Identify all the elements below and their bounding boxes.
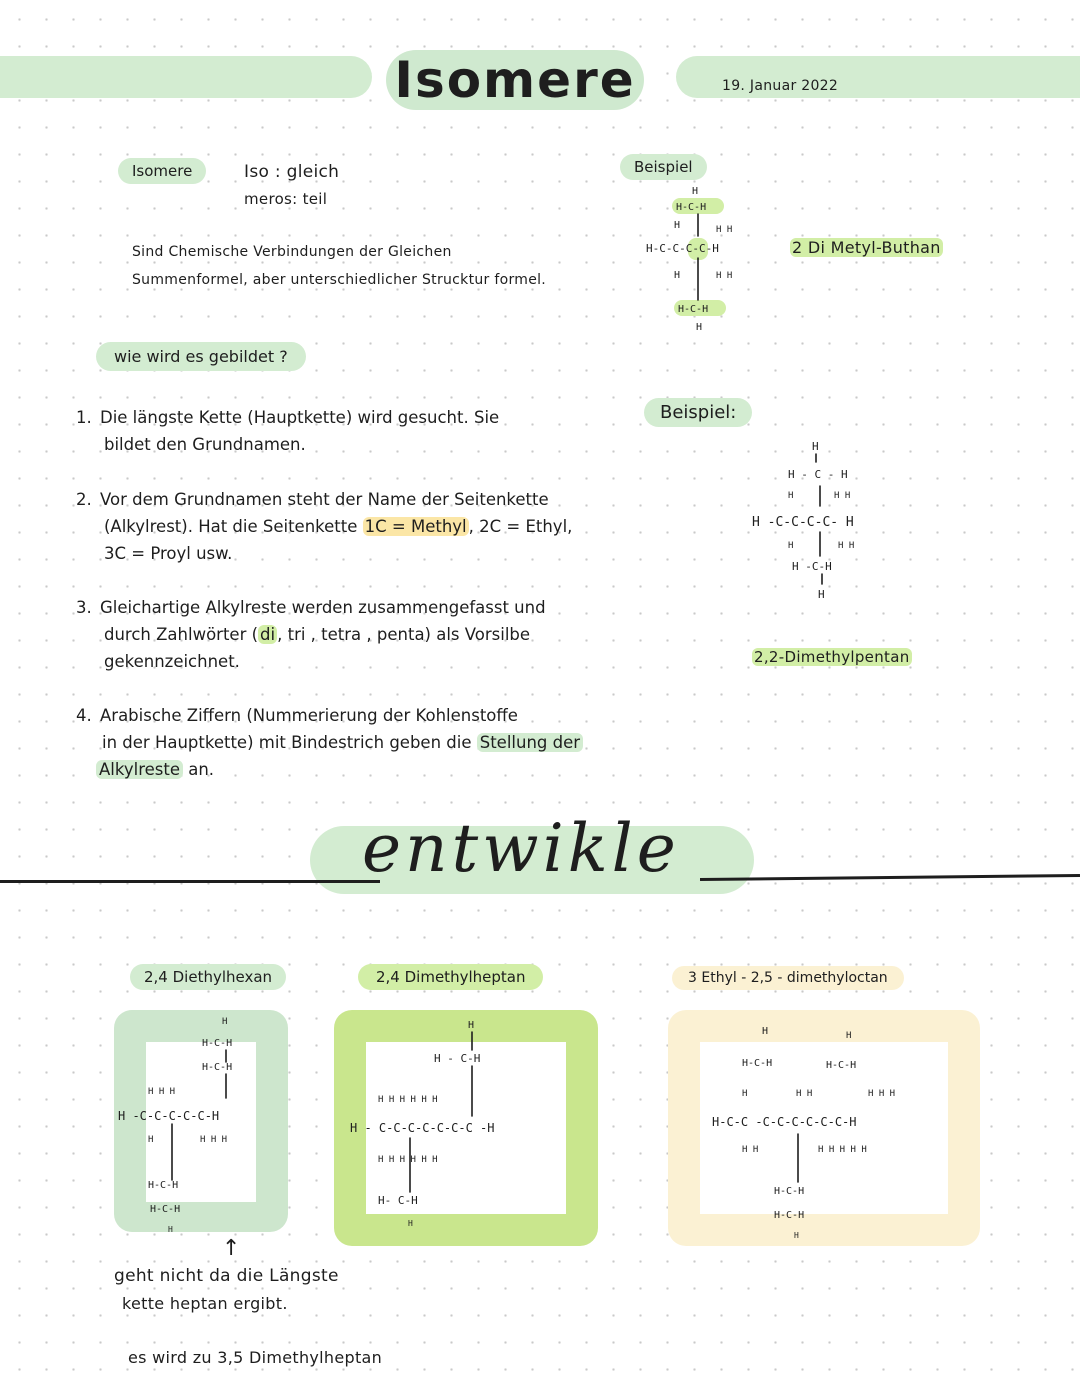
svg-text:H - C - H: H - C - H: [788, 468, 848, 481]
step-text: bildet den Grundnamen.: [104, 435, 306, 454]
step-1: [76, 404, 616, 458]
example-2-structure: [750, 436, 910, 606]
example-2-name: 2,2-Dimethylpentan: [754, 648, 910, 666]
step-2: [76, 486, 636, 567]
svg-text:H: H: [696, 322, 703, 333]
question-label: wie wird es gebildet ?: [96, 342, 306, 371]
divider-line-left: [0, 880, 380, 883]
step-text: 3C = Proyl usw.: [104, 544, 233, 563]
svg-text:H - C-H: H - C-H: [434, 1052, 481, 1065]
svg-text:H: H: [674, 220, 681, 231]
svg-text:H: H: [742, 1089, 748, 1099]
page-title: Isomere: [386, 50, 644, 110]
note-line-1: geht nicht da die Längste: [114, 1266, 339, 1286]
svg-text:H: H: [846, 1031, 852, 1041]
svg-text:H: H: [812, 440, 819, 453]
svg-text:H H H H H H: H H H H H H: [378, 1155, 438, 1165]
divider-line-right: [700, 874, 1080, 881]
svg-text:H H H: H H H: [200, 1135, 228, 1145]
step-3: [76, 594, 636, 675]
svg-text:H-C-C-C-C-H: H-C-C-C-C-H: [646, 242, 719, 255]
svg-text:H: H: [408, 1219, 413, 1228]
svg-text:H: H: [692, 186, 699, 197]
svg-text:H-C-H: H-C-H: [826, 1060, 857, 1071]
step-number: 2.: [76, 490, 92, 509]
svg-text:H H H: H H H: [148, 1087, 176, 1097]
step-text: (Alkylrest). Hat die Seitenkette: [104, 517, 358, 536]
svg-text:H: H: [818, 588, 825, 601]
step-highlight: Alkylreste: [96, 760, 183, 779]
step-text: gekennzeichnet.: [104, 652, 240, 671]
svg-text:H-C-H: H-C-H: [202, 1062, 233, 1073]
svg-text:H-C-H: H-C-H: [678, 304, 709, 315]
step-text: , 2C = Ethyl,: [468, 517, 573, 536]
svg-text:H-C-C -C-C-C-C-C-C-H: H-C-C -C-C-C-C-C-C-H: [712, 1115, 857, 1129]
step-4: [76, 702, 656, 783]
svg-text:H -C-H: H -C-H: [792, 560, 832, 573]
svg-text:H-C-H: H-C-H: [676, 202, 707, 213]
svg-text:H-C-H: H-C-H: [202, 1038, 233, 1049]
svg-text:H H H H H H: H H H H H H: [378, 1095, 438, 1105]
header-band-left: [0, 56, 372, 98]
svg-text:H - C-C-C-C-C-C-C -H: H - C-C-C-C-C-C-C -H: [350, 1121, 495, 1135]
step-text: durch Zahlwörter (: [104, 625, 259, 644]
svg-text:H: H: [788, 541, 794, 551]
step-highlight: 1C = Methyl: [364, 517, 467, 536]
svg-text:H -C-C-C-C- H: H -C-C-C-C- H: [752, 515, 854, 530]
svg-text:H H: H H: [716, 271, 733, 281]
note-line-3: es wird zu 3,5 Dimethylheptan: [128, 1348, 383, 1367]
step-number: 1.: [76, 408, 92, 427]
exercise-2-label: 2,4 Dimethylheptan: [358, 964, 543, 990]
example-2-label: Beispiel:: [644, 398, 752, 427]
note-line-2: kette heptan ergibt.: [122, 1294, 288, 1313]
definition-line-2: Summenformel, aber unterschiedlicher Strucktur formel.: [132, 272, 547, 288]
example-1-structure: [640, 184, 780, 340]
step-number: 3.: [76, 598, 92, 617]
definition-iso: Iso : gleich: [244, 162, 340, 182]
svg-text:H H H: H H H: [868, 1089, 896, 1099]
step-text: in der Hauptkette) mit Bindestrich geben die: [102, 733, 472, 752]
divider-word: entwikle: [362, 810, 680, 887]
step-text: an.: [188, 760, 215, 779]
note-arrow: ↑: [222, 1236, 241, 1261]
step-highlight: Stellung der: [477, 733, 583, 752]
definition-line-1: Sind Chemische Verbindungen der Gleichen: [132, 244, 452, 260]
example-1-label: Beispiel: [620, 154, 707, 180]
svg-text:H H H H H: H H H H H: [818, 1145, 867, 1155]
exercise-1-structure: [114, 1010, 288, 1240]
svg-text:H H: H H: [796, 1089, 813, 1099]
svg-text:H: H: [794, 1231, 799, 1240]
step-text: Die längste Kette (Hauptkette) wird gesucht. Sie: [100, 408, 500, 427]
step-text: Arabische Ziffern (Nummerierung der Kohlenstoffe: [100, 706, 518, 725]
svg-text:H-C-H: H-C-H: [774, 1186, 805, 1197]
exercise-1-label: 2,4 Diethylhexan: [130, 964, 286, 990]
svg-text:H: H: [468, 1020, 475, 1031]
example-1-name: 2 Di Metyl-Buthan: [792, 238, 941, 257]
svg-text:H-C-H: H-C-H: [150, 1204, 181, 1215]
svg-text:H H: H H: [716, 225, 733, 235]
step-highlight: di: [260, 625, 276, 644]
svg-text:H H: H H: [838, 541, 855, 551]
svg-text:H- C-H: H- C-H: [378, 1194, 418, 1207]
svg-text:H -C-C-C-C-C-H: H -C-C-C-C-C-H: [118, 1109, 220, 1123]
exercise-3-structure: [668, 1010, 980, 1246]
svg-text:H: H: [222, 1017, 228, 1027]
svg-text:H: H: [762, 1026, 769, 1037]
svg-text:H-C-H: H-C-H: [148, 1180, 179, 1191]
svg-text:H-C-H: H-C-H: [774, 1210, 805, 1221]
exercise-3-label: 3 Ethyl - 2,5 - dimethyloctan: [672, 966, 904, 990]
svg-text:H H: H H: [742, 1145, 759, 1155]
step-text: Gleichartige Alkylreste werden zusammengefasst und: [100, 598, 546, 617]
svg-text:H: H: [788, 491, 794, 501]
page-date: 19. Januar 2022: [722, 78, 839, 94]
svg-text:H H: H H: [834, 491, 851, 501]
step-text: Vor dem Grundnamen steht der Name der Seitenkette: [100, 490, 549, 509]
svg-text:H-C-H: H-C-H: [742, 1058, 773, 1069]
step-text: , tri , tetra , penta) als Vorsilbe: [277, 625, 531, 644]
definition-label: Isomere: [118, 158, 206, 184]
svg-text:H: H: [148, 1135, 154, 1145]
svg-text:H: H: [674, 270, 681, 281]
definition-meros: meros: teil: [244, 190, 328, 208]
svg-text:H: H: [168, 1225, 173, 1234]
exercise-2-structure: [334, 1010, 598, 1246]
step-number: 4.: [76, 706, 92, 725]
